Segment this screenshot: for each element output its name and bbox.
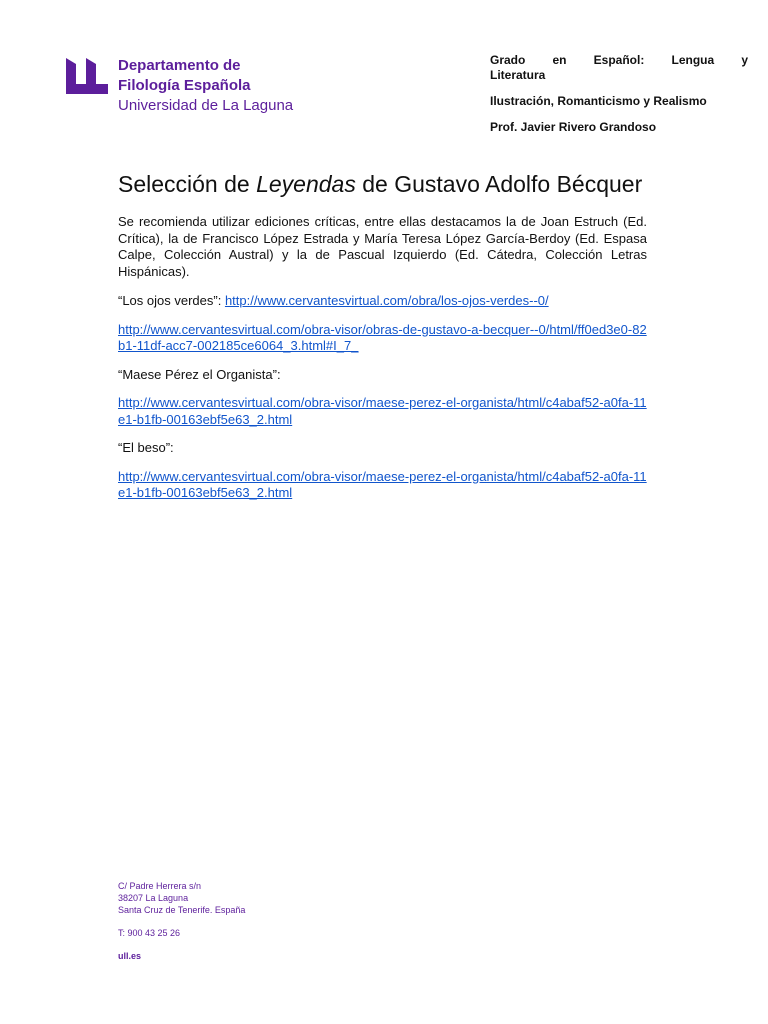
legend-maese-perez-link-row	[118, 395, 647, 428]
legend-label: “El beso”:	[118, 440, 174, 455]
ull-logo-icon	[64, 58, 110, 96]
main-content	[118, 170, 647, 514]
legend-ojos-verdes-alt	[118, 322, 647, 355]
department-logo	[64, 56, 293, 116]
footer-phone: T: 900 43 25 26	[118, 928, 181, 938]
course-info	[490, 53, 748, 135]
footer-address-street: C/ Padre Herrera s/n	[118, 881, 202, 891]
legend-el-beso	[118, 440, 647, 457]
legend-maese-perez	[118, 367, 647, 384]
title-part1: Selección de	[118, 171, 257, 197]
course-subject: Ilustración, Romanticismo y Realismo	[490, 94, 707, 108]
intro-paragraph: Se recomienda utilizar ediciones críticas, entre ellas destacamos la de Joan Estruch (Ed. Crítica), la de Francisco López Estrada y María Teresa López García-Berdoy (Ed. Espasa Calpe, Colección Austral) y la de Pascual Izquierdo (Ed. Cátedra, Colección Letras Hispánicas).	[118, 214, 647, 279]
footer-website-link[interactable]: ull.es	[118, 951, 142, 961]
course-professor: Prof. Javier Rivero Grandoso	[490, 120, 657, 134]
legend-label: “Maese Pérez el Organista”:	[118, 366, 281, 382]
link-maese-perez[interactable]: http://www.cervantesvirtual.com/obra-visor/maese-perez-el-organista/html/c4abaf52-a0fa-11e1-b1fb-00163ebf5e63_2.html	[118, 395, 647, 427]
footer-address-region: Santa Cruz de Tenerife. España	[118, 905, 246, 915]
link-el-beso[interactable]: http://www.cervantesvirtual.com/obra-visor/maese-perez-el-organista/html/c4abaf52-a0fa-11e1-b1fb-00163ebf5e63_2.html	[118, 468, 647, 500]
course-degree-line1: Grado en Español: Lengua y	[490, 53, 748, 67]
link-ojos-verdes[interactable]: http://www.cervantesvirtual.com/obra/los-ojos-verdes--0/	[224, 293, 549, 308]
logo-line-department: Departamento de	[118, 57, 241, 74]
title-part2: de Gustavo Adolfo Bécquer	[355, 171, 643, 197]
logo-line-philology: Filología Española	[118, 77, 251, 94]
page-title	[118, 170, 647, 199]
course-degree-line2: Literatura	[490, 68, 546, 82]
logo-line-university: Universidad de La Laguna	[118, 97, 294, 114]
legend-el-beso-link-row	[118, 469, 647, 502]
footer-contact	[118, 880, 245, 962]
legend-ojos-verdes	[118, 293, 647, 310]
legend-label: “Los ojos verdes”:	[118, 293, 225, 308]
footer-address-city: 38207 La Laguna	[118, 893, 189, 903]
link-ojos-verdes-visor[interactable]: http://www.cervantesvirtual.com/obra-visor/obras-de-gustavo-a-becquer--0/html/ff0ed3e0-82b1-11df-acc7-002185ce6064_3.html#I_7_	[118, 321, 647, 353]
department-name	[118, 56, 293, 116]
title-italic: Leyendas	[256, 171, 356, 197]
